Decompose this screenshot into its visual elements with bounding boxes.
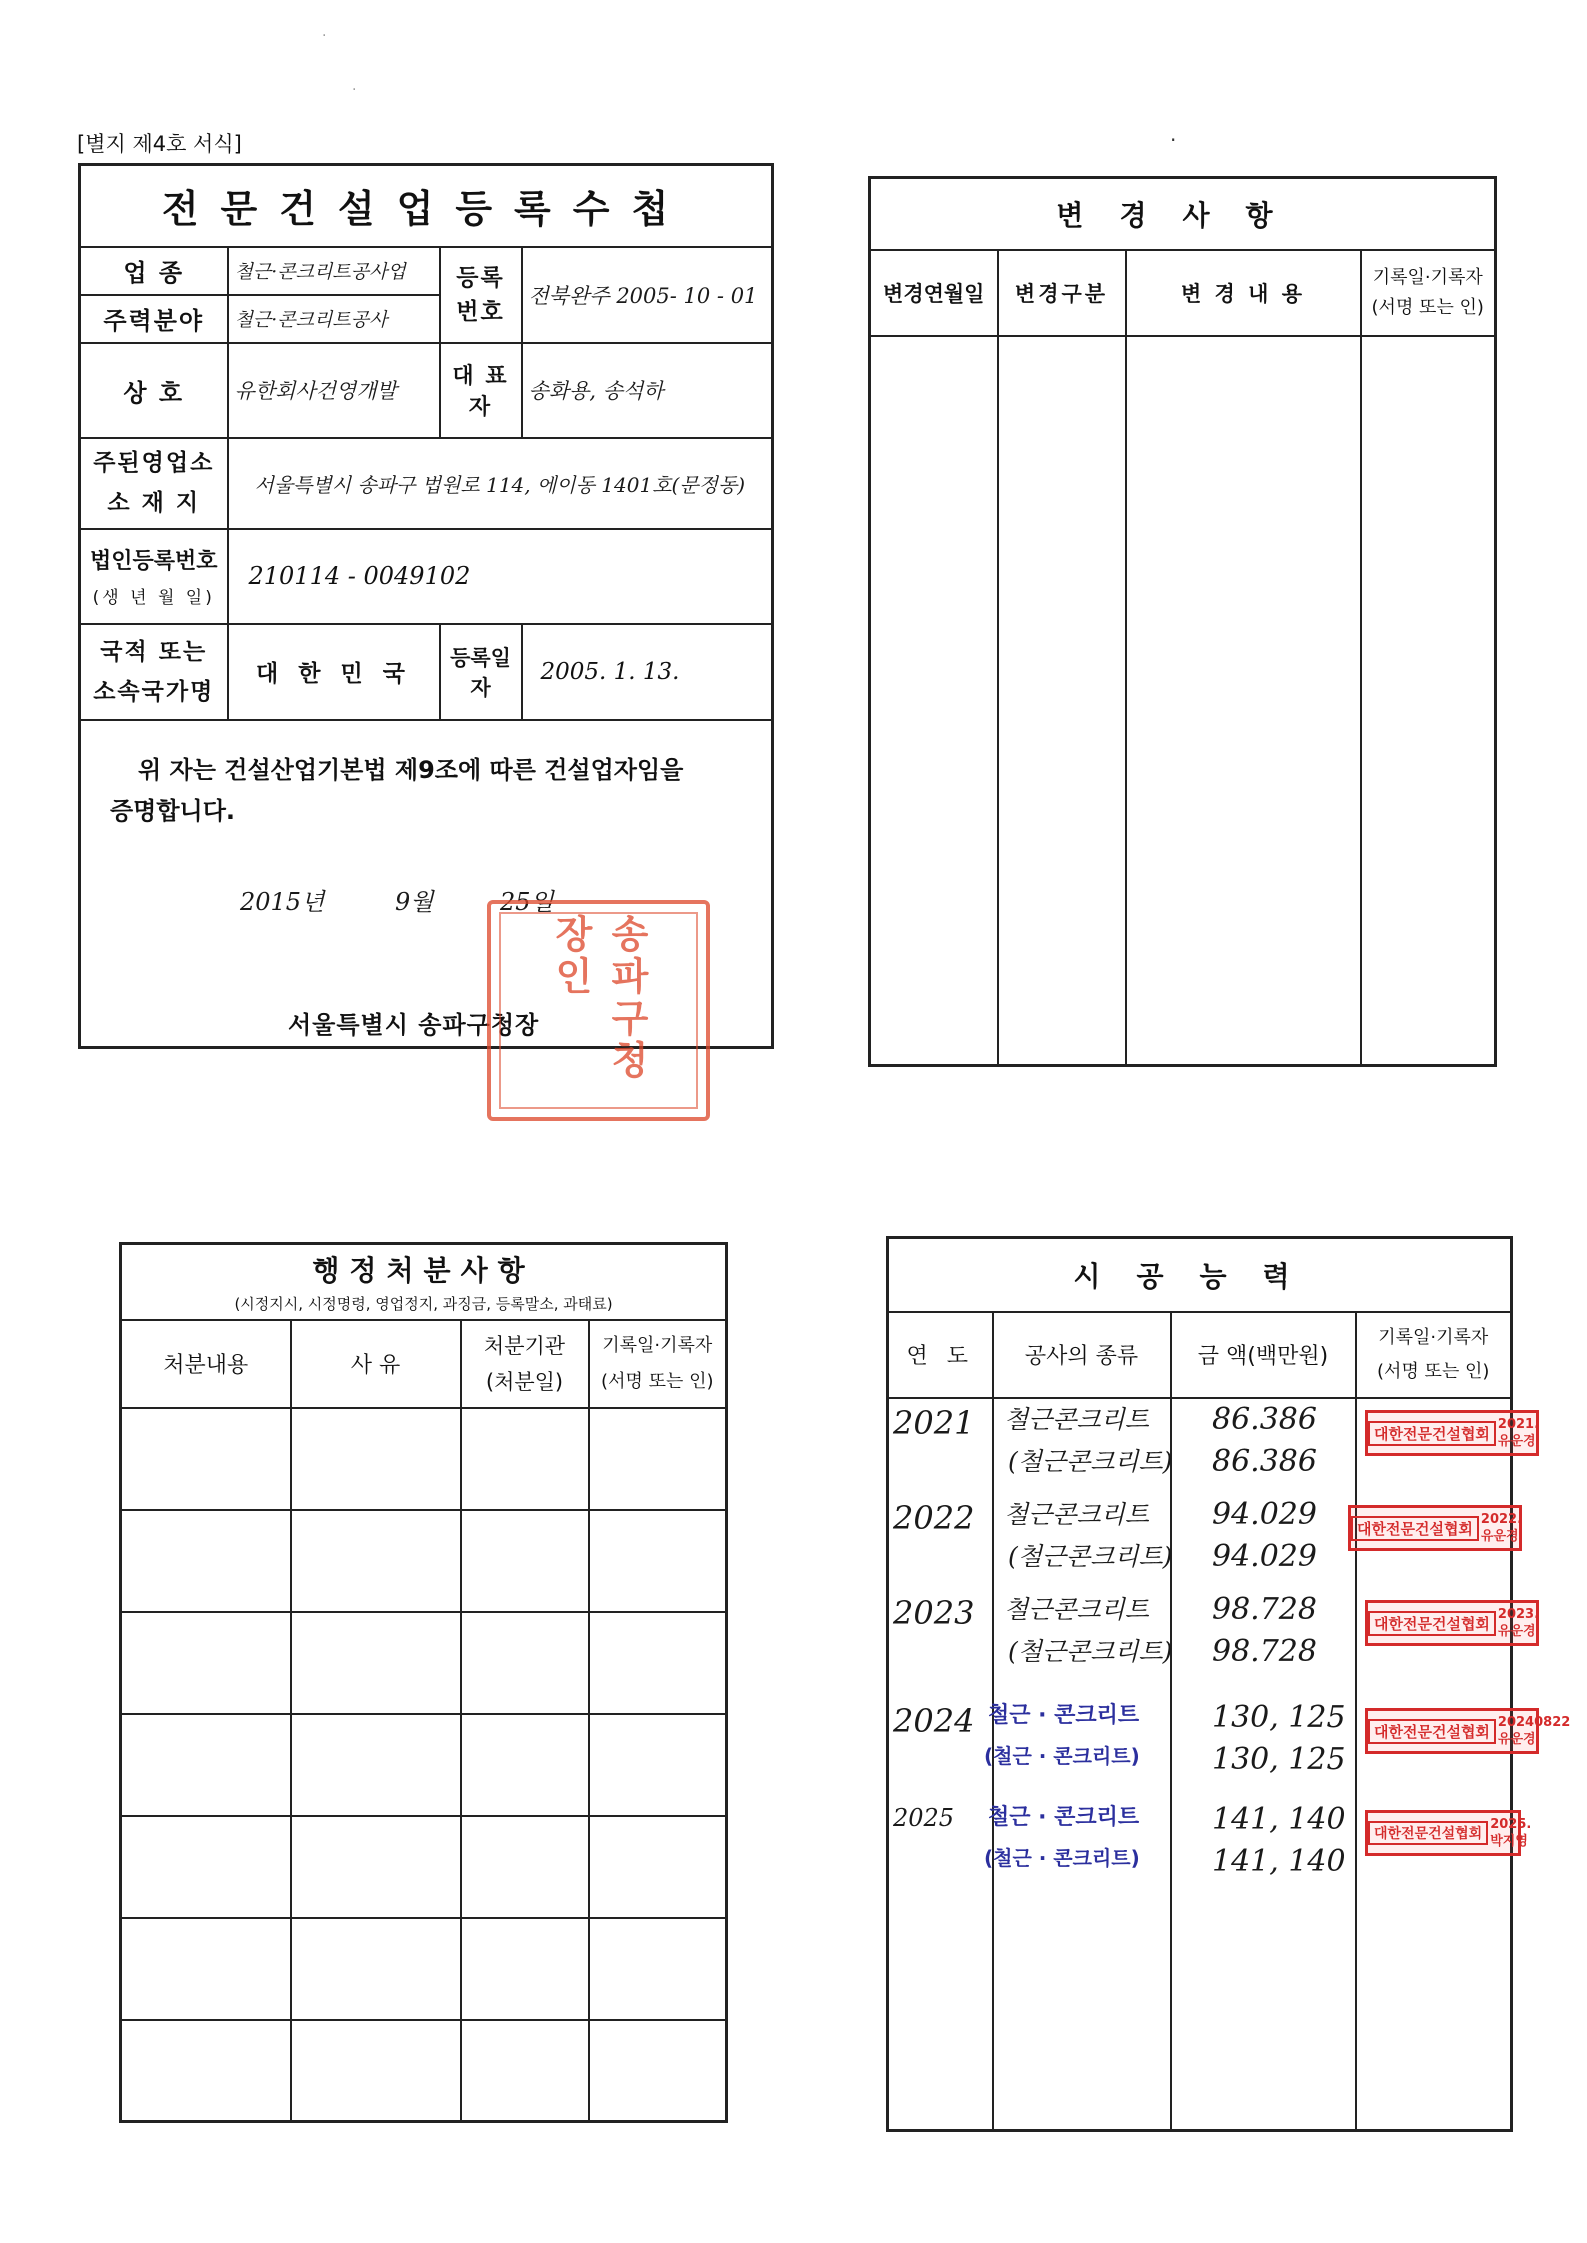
capability-year: 2022: [893, 1499, 975, 1537]
business-type-value: 철근·콘크리트공사업: [228, 247, 440, 295]
capability-amount-sub: 98.728: [1212, 1634, 1317, 1669]
capability-type: 철근 · 콘크리트: [988, 1703, 1140, 1728]
admin-cell: [589, 1918, 727, 2020]
stamp-meta: [1481, 1511, 1522, 1545]
stamp-org: 대한전문건설협회: [1368, 1421, 1496, 1446]
admin-cell: [589, 1510, 727, 1612]
capability-amount: 86.386: [1212, 1402, 1317, 1437]
stamp-meta: [1498, 1606, 1539, 1640]
stamp-name: 유운경: [1497, 1434, 1536, 1449]
changes-cell: [1361, 336, 1496, 1066]
admin-rows: [121, 1408, 727, 2122]
capability-amount: 141, 140: [1212, 1802, 1346, 1837]
changes-cell: [998, 336, 1126, 1066]
corp-no-label: 법인등록번호: [89, 549, 218, 574]
business-type-label: 업 종: [80, 247, 228, 295]
admin-cell: [291, 1510, 461, 1612]
corp-no-value: 210114 - 0049102: [228, 529, 773, 624]
changes-col-date: 변경연월일: [870, 250, 998, 336]
stamp-date: 2023.: [1497, 1607, 1540, 1622]
changes-col-content: 변 경 내 용: [1126, 250, 1361, 336]
changes-col-type: 변경구분: [998, 250, 1126, 336]
admin-col-action: 처분내용: [121, 1320, 291, 1408]
form-label: [별지 제4호 서식]: [77, 132, 242, 156]
capability-type: 철근 · 콘크리트: [988, 1805, 1140, 1830]
admin-cell: [461, 1612, 589, 1714]
capability-type: 철근콘크리트: [1004, 1500, 1149, 1529]
changes-title: 변경사항: [870, 178, 1496, 250]
stamp-meta: [1490, 1816, 1531, 1850]
admin-cell: [291, 1714, 461, 1816]
stamp-name: 박지영: [1490, 1834, 1528, 1849]
certificate-statement: 위 자는 건설산업기본법 제9조에 따른 건설업자임을 증명합니다.: [110, 756, 684, 825]
admin-cell: [589, 2020, 727, 2122]
admin-title: 행정처분사항: [312, 1254, 535, 1288]
admin-col-agency: 처분기관 (처분일): [461, 1320, 589, 1408]
capability-year: 2024: [893, 1702, 975, 1740]
capability-type-sub: (철근콘크리트): [1008, 1447, 1173, 1476]
admin-cell: [589, 1612, 727, 1714]
admin-cell: [121, 1714, 291, 1816]
capability-year: 2023: [893, 1594, 975, 1632]
stamp-name: 유운경: [1497, 1732, 1536, 1747]
reg-no-label: 등록 번호: [440, 247, 522, 343]
stamp-meta: [1498, 1714, 1570, 1748]
capability-amount-sub: 141, 140: [1212, 1844, 1346, 1879]
admin-cell: [461, 1510, 589, 1612]
admin-cell: [589, 1408, 727, 1510]
admin-cell: [121, 2020, 291, 2122]
scan-mark: ·: [352, 82, 357, 98]
changes-col-recorder: 기록일·기록자 (서명 또는 인): [1361, 250, 1496, 336]
admin-title-cell: [121, 1244, 727, 1320]
admin-table: [119, 1242, 728, 2123]
scan-mark: ·: [1170, 128, 1177, 152]
capability-year: 2021: [893, 1404, 975, 1442]
issue-year: 2015년: [240, 888, 325, 916]
corp-no-sub: (생 년 월 일): [92, 588, 215, 608]
admin-cell: [291, 1408, 461, 1510]
certificate-title: 전문건설업등록수첩: [80, 165, 773, 247]
capability-title: 시공능력: [888, 1238, 1512, 1312]
reg-date-label: 등록일자: [440, 624, 522, 720]
stamp-date: 2021.: [1497, 1417, 1540, 1432]
admin-cell: [589, 1714, 727, 1816]
association-stamp: [1365, 1810, 1532, 1856]
changes-cell: [870, 336, 998, 1066]
capability-type-sub: (철근콘크리트): [1008, 1637, 1173, 1666]
association-stamp: [1348, 1505, 1522, 1551]
stamp-meta: [1498, 1416, 1539, 1450]
capability-year: 2025: [893, 1804, 955, 1832]
capability-col-type: 공사의 종류: [993, 1312, 1171, 1398]
capability-amount-sub: 94.029: [1212, 1539, 1317, 1574]
admin-row: [121, 1816, 727, 1918]
admin-cell: [121, 1816, 291, 1918]
capability-table: [886, 1236, 1513, 2132]
capability-amount: 98.728: [1212, 1592, 1317, 1627]
admin-row: [121, 2020, 727, 2122]
admin-cell: [589, 1816, 727, 1918]
stamp-date: 2025.: [1490, 1817, 1532, 1832]
admin-row: [121, 1612, 727, 1714]
admin-row: [121, 1714, 727, 1816]
admin-cell: [121, 1918, 291, 2020]
admin-cell: [461, 1408, 589, 1510]
trade-name-value: 유한회사건영개발: [228, 343, 440, 438]
admin-cell: [121, 1612, 291, 1714]
scan-mark: ·: [322, 28, 327, 44]
capability-amount: 130, 125: [1212, 1700, 1346, 1735]
capability-type-sub: (철근 · 콘크리트): [984, 1744, 1140, 1768]
stamp-org: 대한전문건설협회: [1351, 1516, 1479, 1541]
stamp-date: 2022.: [1480, 1512, 1523, 1527]
capability-type-sub: (철근 · 콘크리트): [984, 1846, 1140, 1870]
capability-amount: 94.029: [1212, 1497, 1317, 1532]
stamp-date: 20240822: [1497, 1715, 1571, 1730]
changes-cell: [1126, 336, 1361, 1066]
admin-cell: [121, 1408, 291, 1510]
issuer-name: 서울특별시 송파구청장: [288, 1011, 540, 1039]
reg-date-value: 2005. 1. 13.: [522, 624, 773, 720]
admin-cell: [291, 1918, 461, 2020]
address-label: 주된영업소 소 재 지: [80, 438, 228, 529]
representative-value: 송화용, 송석하: [522, 343, 773, 438]
admin-cell: [461, 1816, 589, 1918]
admin-row: [121, 1510, 727, 1612]
nationality-value: 대 한 민 국: [228, 624, 440, 720]
association-stamp: [1365, 1708, 1571, 1754]
admin-cell: [291, 1612, 461, 1714]
capability-amount-sub: 130, 125: [1212, 1742, 1346, 1777]
stamp-name: 유운경: [1497, 1624, 1536, 1639]
capability-type: 철근콘크리트: [1004, 1405, 1149, 1434]
admin-row: [121, 1408, 727, 1510]
admin-cell: [121, 1510, 291, 1612]
association-stamp: [1365, 1410, 1539, 1456]
issue-day: 25일: [500, 888, 554, 916]
capability-type: 철근콘크리트: [1004, 1595, 1149, 1624]
admin-col-recorder: 기록일·기록자 (서명 또는 인): [589, 1320, 727, 1408]
admin-row: [121, 1918, 727, 2020]
admin-subtitle: (시정지시, 시정명령, 영업정지, 과징금, 등록말소, 과태료): [234, 1295, 613, 1314]
capability-col-recorder: 기록일·기록자 (서명 또는 인): [1356, 1312, 1512, 1398]
admin-col-reason: 사 유: [291, 1320, 461, 1408]
trade-name-label: 상 호: [80, 343, 228, 438]
main-field-label: 주력분야: [80, 295, 228, 343]
address-value: 서울특별시 송파구 법원로 114, 에이동 1401호(문정동): [228, 438, 773, 529]
capability-amount-sub: 86.386: [1212, 1444, 1317, 1479]
seal-text: 송파구청장인: [548, 914, 649, 1082]
nationality-label: 국적 또는 소속국가명: [80, 624, 228, 720]
stamp-name: 유운경: [1480, 1529, 1519, 1544]
admin-cell: [291, 2020, 461, 2122]
reg-no-value: 전북완주 2005- 10 - 01: [522, 247, 773, 343]
stamp-org: 대한전문건설협회: [1368, 1821, 1488, 1845]
changes-table: [868, 176, 1497, 1067]
admin-cell: [461, 2020, 589, 2122]
admin-cell: [291, 1816, 461, 1918]
association-stamp: [1365, 1600, 1539, 1646]
corp-no-label-cell: [80, 529, 228, 624]
issue-month: 9월: [395, 888, 434, 916]
capability-col-amount: 금 액(백만원): [1171, 1312, 1356, 1398]
official-seal-stamp: [487, 900, 710, 1121]
capability-col-year: 연 도: [888, 1312, 993, 1398]
admin-cell: [461, 1714, 589, 1816]
stamp-org: 대한전문건설협회: [1368, 1611, 1496, 1636]
admin-cell: [461, 1918, 589, 2020]
capability-type-sub: (철근콘크리트): [1008, 1542, 1173, 1571]
main-field-value: 철근·콘크리트공사: [228, 295, 440, 343]
stamp-org: 대한전문건설협회: [1368, 1719, 1496, 1744]
representative-label: 대 표 자: [440, 343, 522, 438]
